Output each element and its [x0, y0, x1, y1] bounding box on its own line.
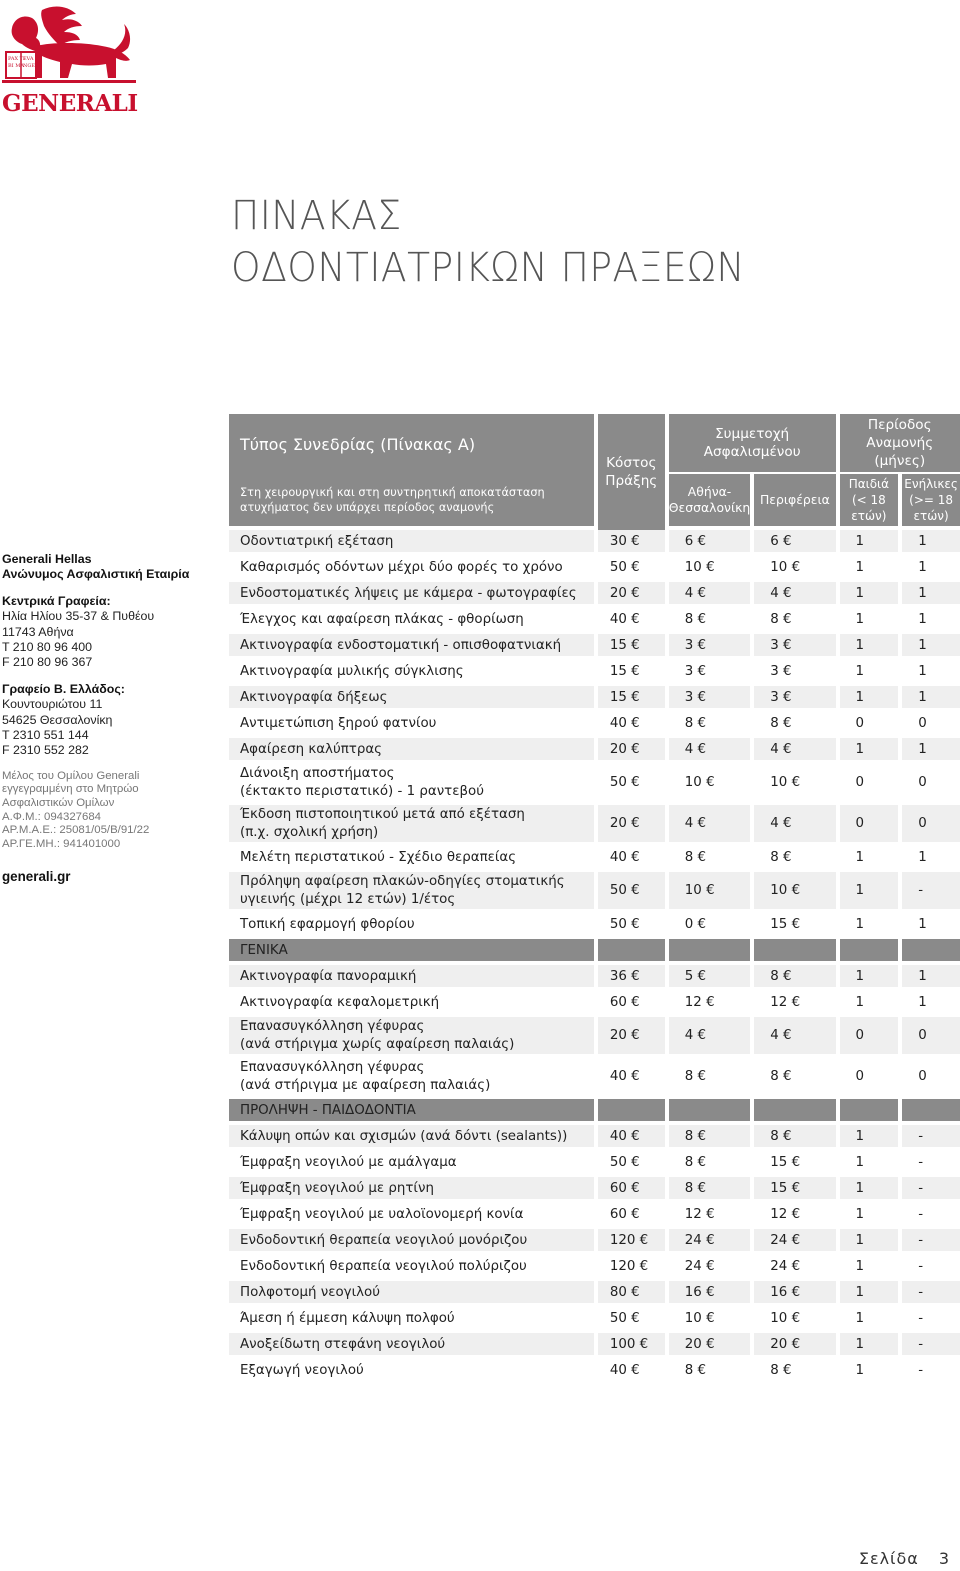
company-sidebar: [2, 552, 212, 885]
generali-logo: [2, 4, 136, 116]
header-waiting-period: Περίοδος Αναμονής (μήνες): [836, 414, 960, 474]
svg-text:NGE: NGE: [23, 63, 36, 69]
procedure-name: Πολφοτομή νεογιλού: [229, 1281, 594, 1307]
table-row: [229, 872, 960, 913]
cell-cost: 50 €: [594, 1151, 665, 1177]
cell-children: 1: [836, 846, 899, 872]
north-office-label: Γραφείο Β. Ελλάδος:: [2, 681, 125, 696]
cell-athens: 10 €: [665, 1307, 751, 1333]
header-participation: Συμμετοχή Ασφαλισμένου: [665, 414, 836, 474]
cell-athens: 10 €: [665, 764, 751, 805]
procedure-name: Επανασυγκόλληση γέφυρας (ανά στήριγμα χωρίς αφαίρεση παλαιάς): [229, 1017, 594, 1058]
table-row: [229, 1333, 960, 1359]
cell-region: 10 €: [750, 556, 835, 582]
cell-adults: -: [898, 1177, 960, 1203]
hq-label: Κεντρικά Γραφεία:: [2, 593, 111, 608]
procedure-name: Ακτινογραφία δήξεως: [229, 686, 594, 712]
cell-adults: 1: [898, 556, 960, 582]
cell-athens: 20 €: [665, 1333, 751, 1359]
cell-athens: 5 €: [665, 965, 751, 991]
registry-number: ΑΡ.Μ.Α.Ε.: 25081/05/Β/91/22: [2, 824, 150, 837]
cell-athens: 8 €: [665, 1177, 751, 1203]
procedure-name: Άμεση ή έμμεση κάλυψη πολφού: [229, 1307, 594, 1333]
svg-text:EVA: EVA: [23, 56, 34, 62]
cell-cost: 15 €: [594, 686, 665, 712]
cell-adults: 1: [898, 530, 960, 556]
procedure-name: Έμφραξη νεογιλού με υαλοϊονομερή κονία: [229, 1203, 594, 1229]
section-cell: [750, 1099, 835, 1125]
hq-fax: F 210 80 96 367: [2, 655, 93, 670]
cell-children: 0: [836, 712, 899, 738]
cell-athens: 24 €: [665, 1255, 751, 1281]
cell-children: 1: [836, 1255, 899, 1281]
table-row: [229, 660, 960, 686]
procedure-name: Ανοξείδωτη στεφάνη νεογιλού: [229, 1333, 594, 1359]
section-cell: [836, 939, 899, 965]
procedure-name: Έκδοση πιστοποιητικού μετά από εξέταση (π.χ. σχολική χρήση): [229, 805, 594, 846]
hq-address: Ηλία Ηλίου 35-37 & Πυθέου: [2, 609, 155, 624]
header-cost: Κόστος Πράξης: [594, 414, 665, 530]
cell-children: 1: [836, 1229, 899, 1255]
cell-cost: 100 €: [594, 1333, 665, 1359]
procedure-name: Ενδοστοματικές λήψεις με κάμερα - φωτογραφίες: [229, 582, 594, 608]
cell-children: 0: [836, 805, 899, 846]
cell-cost: 120 €: [594, 1255, 665, 1281]
cell-cost: 20 €: [594, 738, 665, 764]
cell-region: 16 €: [750, 1281, 835, 1307]
page-title: [231, 190, 745, 294]
cell-cost: 40 €: [594, 1058, 665, 1099]
table-row: [229, 1281, 960, 1307]
hq-city: 11743 Αθήνα: [2, 624, 74, 639]
cell-cost: 50 €: [594, 556, 665, 582]
cell-region: 8 €: [750, 1359, 835, 1385]
header-title: Τύπος Συνεδρίας (Πίνακας Α): [229, 414, 594, 474]
cell-adults: 1: [898, 913, 960, 939]
cell-children: 1: [836, 530, 899, 556]
logo-wordmark: GENERALI: [2, 90, 138, 117]
cell-region: 4 €: [750, 1017, 835, 1058]
hq-phone: T 210 80 96 400: [2, 640, 93, 655]
table-row: [229, 991, 960, 1017]
cell-cost: 40 €: [594, 1125, 665, 1151]
cell-adults: 0: [898, 805, 960, 846]
cell-region: 24 €: [750, 1255, 835, 1281]
table-row: [229, 1151, 960, 1177]
table-row: [229, 1307, 960, 1333]
tax-id: Α.Φ.Μ.: 094327684: [2, 810, 102, 823]
procedure-name: Μελέτη περιστατικού - Σχέδιο θεραπείας: [229, 846, 594, 872]
cell-region: 4 €: [750, 805, 835, 846]
cell-children: 1: [836, 1281, 899, 1307]
cell-region: 3 €: [750, 634, 835, 660]
procedure-name: Ενδοδοντική θεραπεία νεογιλού μονόριζου: [229, 1229, 594, 1255]
cell-children: 1: [836, 1333, 899, 1359]
cell-children: 1: [836, 872, 899, 913]
cell-adults: 0: [898, 1017, 960, 1058]
table-row: [229, 1125, 960, 1151]
procedure-name: Έμφραξη νεογιλού με ρητίνη: [229, 1177, 594, 1203]
procedure-name: Έμφραξη νεογιλού με αμάλγαμα: [229, 1151, 594, 1177]
cell-cost: 50 €: [594, 764, 665, 805]
procedure-name: Έλεγχος και αφαίρεση πλάκας - φθορίωση: [229, 608, 594, 634]
cell-children: 1: [836, 965, 899, 991]
cell-athens: 3 €: [665, 634, 751, 660]
website-link[interactable]: generali.gr: [2, 869, 71, 885]
cell-athens: 8 €: [665, 712, 751, 738]
table-row: [229, 1255, 960, 1281]
member-line: εγγεγραμμένη στο Μητρώο: [2, 783, 139, 796]
cell-athens: 24 €: [665, 1229, 751, 1255]
cell-region: 8 €: [750, 846, 835, 872]
cell-adults: -: [898, 1281, 960, 1307]
cell-region: 8 €: [750, 608, 835, 634]
section-cell: [594, 1099, 665, 1125]
cell-adults: -: [898, 1359, 960, 1385]
cell-children: 1: [836, 1203, 899, 1229]
cell-region: 4 €: [750, 582, 835, 608]
cell-children: 1: [836, 1177, 899, 1203]
member-line: Μέλος του Ομίλου Generali: [2, 769, 140, 782]
cell-children: 1: [836, 634, 899, 660]
cell-children: 1: [836, 660, 899, 686]
procedure-name: Τοπική εφαρμογή φθορίου: [229, 913, 594, 939]
cell-athens: 8 €: [665, 1151, 751, 1177]
cell-region: 6 €: [750, 530, 835, 556]
cell-cost: 30 €: [594, 530, 665, 556]
cell-children: 0: [836, 764, 899, 805]
cell-cost: 40 €: [594, 608, 665, 634]
cell-region: 8 €: [750, 712, 835, 738]
header-subtitle: Στη χειρουργική και στη συντηρητική αποκατάσταση ατυχήματος δεν υπάρχει περίοδος αναμονής: [229, 474, 594, 530]
cell-athens: 10 €: [665, 872, 751, 913]
procedure-name: Αντιμετώπιση ξηρού φατνίου: [229, 712, 594, 738]
cell-children: 1: [836, 1151, 899, 1177]
cell-region: 15 €: [750, 1177, 835, 1203]
cell-athens: 8 €: [665, 608, 751, 634]
cell-children: 1: [836, 608, 899, 634]
table-row: [229, 608, 960, 634]
cell-athens: 4 €: [665, 1017, 751, 1058]
cell-children: 1: [836, 1359, 899, 1385]
header-region: Περιφέρεια: [750, 474, 835, 530]
cell-adults: 1: [898, 846, 960, 872]
cell-children: 0: [836, 1017, 899, 1058]
cell-children: 0: [836, 1058, 899, 1099]
cell-adults: 0: [898, 1058, 960, 1099]
table-row: [229, 1203, 960, 1229]
cell-region: 3 €: [750, 660, 835, 686]
cell-athens: 4 €: [665, 805, 751, 846]
cell-athens: 4 €: [665, 738, 751, 764]
winged-lion-icon: [2, 4, 136, 90]
cell-athens: 6 €: [665, 530, 751, 556]
section-cell: [898, 1099, 960, 1125]
procedure-name: Ακτινογραφία ενδοστοματική - οπισθοφατνιακή: [229, 634, 594, 660]
cell-cost: 120 €: [594, 1229, 665, 1255]
procedure-name: Διάνοιξη αποστήματος (έκτακτο περιστατικό) - 1 ραντεβού: [229, 764, 594, 805]
section-prevention: [229, 1099, 960, 1125]
procedure-name: Ακτινογραφία πανοραμική: [229, 965, 594, 991]
cell-athens: 4 €: [665, 582, 751, 608]
cell-cost: 20 €: [594, 805, 665, 846]
cell-adults: 1: [898, 660, 960, 686]
cell-cost: 15 €: [594, 634, 665, 660]
page-footer: [859, 1549, 950, 1568]
cell-adults: -: [898, 1203, 960, 1229]
company-name: Generali Hellas: [2, 552, 92, 566]
cell-athens: 12 €: [665, 1203, 751, 1229]
cell-cost: 50 €: [594, 913, 665, 939]
cell-region: 24 €: [750, 1229, 835, 1255]
cell-adults: -: [898, 1125, 960, 1151]
cell-region: 3 €: [750, 686, 835, 712]
cell-cost: 60 €: [594, 1203, 665, 1229]
cell-region: 10 €: [750, 1307, 835, 1333]
table-row: [229, 913, 960, 939]
cell-cost: 40 €: [594, 846, 665, 872]
table-row: [229, 634, 960, 660]
cell-cost: 36 €: [594, 965, 665, 991]
cell-cost: 40 €: [594, 1359, 665, 1385]
procedure-name: Πρόληψη αφαίρεση πλακών-οδηγίες στοματικής υγιεινής (μέχρι 12 ετών) 1/έτος: [229, 872, 594, 913]
cell-region: 8 €: [750, 1058, 835, 1099]
cell-adults: -: [898, 1255, 960, 1281]
cell-children: 1: [836, 1125, 899, 1151]
table-row: [229, 556, 960, 582]
table-row: [229, 582, 960, 608]
cell-region: 10 €: [750, 764, 835, 805]
cell-cost: 15 €: [594, 660, 665, 686]
cell-athens: 3 €: [665, 660, 751, 686]
cell-region: 20 €: [750, 1333, 835, 1359]
cell-region: 8 €: [750, 1125, 835, 1151]
section-cell: [836, 1099, 899, 1125]
procedure-name: Εξαγωγή νεογιλού: [229, 1359, 594, 1385]
cell-adults: 1: [898, 634, 960, 660]
cell-region: 15 €: [750, 913, 835, 939]
section-title: ΠΡΟΛΗΨΗ - ΠΑΙΔΟΔΟΝΤΙΑ: [229, 1099, 594, 1125]
cell-adults: -: [898, 1333, 960, 1359]
procedure-name: Κάλυψη οπών και σχισμών (ανά δόντι (sealants)): [229, 1125, 594, 1151]
logo-book-text: PAX TI: [8, 56, 25, 62]
cell-athens: 8 €: [665, 846, 751, 872]
table-row: [229, 530, 960, 556]
cell-athens: 10 €: [665, 556, 751, 582]
north-phone: T 2310 551 144: [2, 728, 89, 743]
table-row: [229, 1017, 960, 1058]
cell-cost: 50 €: [594, 872, 665, 913]
cell-adults: 1: [898, 738, 960, 764]
cell-cost: 60 €: [594, 1177, 665, 1203]
cell-cost: 60 €: [594, 991, 665, 1017]
table-row: [229, 1177, 960, 1203]
cell-region: 4 €: [750, 738, 835, 764]
procedure-name: Αφαίρεση καλύπτρας: [229, 738, 594, 764]
cell-cost: 20 €: [594, 582, 665, 608]
cell-cost: 40 €: [594, 712, 665, 738]
page-number: 3: [938, 1549, 950, 1568]
section-cell: [898, 939, 960, 965]
cell-adults: 0: [898, 712, 960, 738]
table-row: [229, 805, 960, 846]
section-title: ΓΕΝΙΚΑ: [229, 939, 594, 965]
procedure-name: Ενδοδοντική θεραπεία νεογιλού πολύριζου: [229, 1255, 594, 1281]
section-cell: [665, 1099, 751, 1125]
dental-procedures-table: [229, 414, 960, 1385]
cell-children: 1: [836, 913, 899, 939]
north-city: 54625 Θεσσαλονίκη: [2, 712, 113, 727]
table-row: [229, 1229, 960, 1255]
cell-cost: 50 €: [594, 1307, 665, 1333]
cell-adults: 1: [898, 608, 960, 634]
cell-athens: 8 €: [665, 1125, 751, 1151]
page-label: Σελίδα: [858, 1549, 919, 1568]
header-adults: Ενήλικες (>= 18 ετών): [898, 474, 960, 530]
cell-adults: 0: [898, 764, 960, 805]
table-header-row-top: [229, 414, 960, 474]
title-line-2: ΟΔΟΝΤΙΑΤΡΙΚΩΝ ΠΡΑΞΕΩΝ: [231, 245, 745, 291]
svg-text:BI MA: BI MA: [8, 63, 24, 69]
cell-children: 1: [836, 991, 899, 1017]
table-row: [229, 1359, 960, 1385]
cell-children: 1: [836, 1307, 899, 1333]
section-cell: [594, 939, 665, 965]
procedure-name: Ακτινογραφία κεφαλομετρική: [229, 991, 594, 1017]
cell-adults: 1: [898, 991, 960, 1017]
cell-adults: 1: [898, 965, 960, 991]
table-row: [229, 712, 960, 738]
section-general: [229, 939, 960, 965]
table-row: [229, 1058, 960, 1099]
table-row: [229, 738, 960, 764]
cell-cost: 80 €: [594, 1281, 665, 1307]
cell-region: 12 €: [750, 991, 835, 1017]
gemi-number: ΑΡ.ΓΕ.ΜΗ.: 941401000: [2, 837, 121, 850]
cell-region: 15 €: [750, 1151, 835, 1177]
cell-athens: 8 €: [665, 1359, 751, 1385]
procedure-name: Οδοντιατρική εξέταση: [229, 530, 594, 556]
cell-athens: 16 €: [665, 1281, 751, 1307]
cell-region: 8 €: [750, 965, 835, 991]
member-line: Ασφαλιστικών Ομίλων: [2, 797, 115, 810]
section-cell: [750, 939, 835, 965]
cell-adults: -: [898, 1307, 960, 1333]
north-fax: F 2310 552 282: [2, 743, 89, 758]
header-children: Παιδιά (< 18 ετών): [836, 474, 899, 530]
table-row: [229, 686, 960, 712]
table-row: [229, 965, 960, 991]
cell-region: 10 €: [750, 872, 835, 913]
cell-children: 1: [836, 738, 899, 764]
cell-athens: 8 €: [665, 1058, 751, 1099]
table-row: [229, 846, 960, 872]
cell-adults: 1: [898, 686, 960, 712]
procedure-name: Επανασυγκόλληση γέφυρας (ανά στήριγμα με αφαίρεση παλαιάς): [229, 1058, 594, 1099]
company-type: Ανώνυμος Ασφαλιστική Εταιρία: [2, 567, 190, 582]
cell-athens: 12 €: [665, 991, 751, 1017]
cell-athens: 3 €: [665, 686, 751, 712]
table-row: [229, 764, 960, 805]
cell-children: 1: [836, 556, 899, 582]
cell-athens: 0 €: [665, 913, 751, 939]
cell-adults: -: [898, 1151, 960, 1177]
cell-adults: -: [898, 872, 960, 913]
header-athens: Αθήνα-Θεσσαλονίκη: [665, 474, 751, 530]
cell-region: 12 €: [750, 1203, 835, 1229]
cell-children: 1: [836, 582, 899, 608]
cell-cost: 20 €: [594, 1017, 665, 1058]
cell-adults: 1: [898, 582, 960, 608]
cell-children: 1: [836, 686, 899, 712]
north-address: Κουντουριώτου 11: [2, 697, 103, 712]
cell-adults: -: [898, 1229, 960, 1255]
procedure-name: Καθαρισμός οδόντων μέχρι δύο φορές το χρόνο: [229, 556, 594, 582]
section-cell: [665, 939, 751, 965]
title-line-1: ΠΙΝΑΚΑΣ: [231, 193, 402, 239]
procedure-name: Ακτινογραφία μυλικής σύγκλισης: [229, 660, 594, 686]
